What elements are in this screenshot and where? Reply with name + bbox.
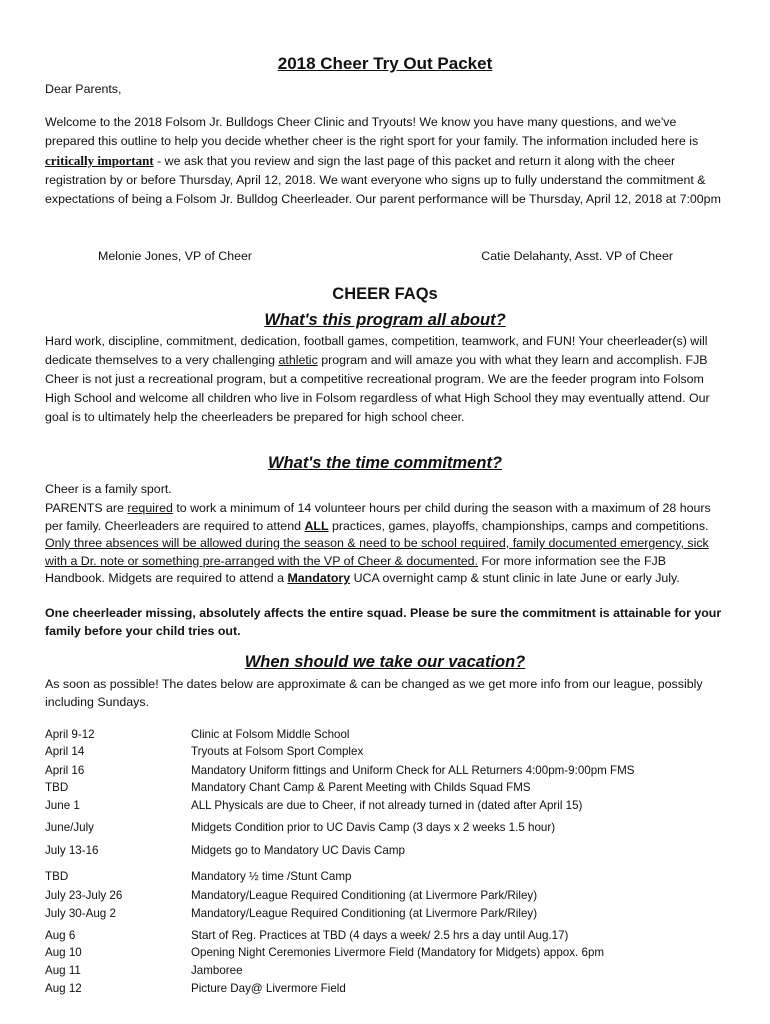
faq-q1-heading: What's this program all about?: [264, 311, 506, 329]
q1-text-1: Hard work, discipline, commitment, dedication, football games, competition, teamwork, and FUN! Your cheerleader(s) will dedicate themselves to a very challenging: [45, 334, 708, 367]
schedule-date: April 16: [45, 764, 85, 777]
intro-text-2: - we ask that you review and sign the last page of this packet and return it along with the cheer registration by or before Thursday, April 12, 2018. We want everyone who signs up to fully understand the commitment & expectations of being a Folsom Jr. Bulldog Cheerleader. Our parent performance will be Thursday, April 12, 2018 at 7:00pm: [45, 154, 721, 206]
schedule-date: TBD: [45, 781, 69, 794]
faq-q2-heading: What's the time commitment?: [267, 454, 503, 472]
schedule-event: Midgets go to Mandatory UC Davis Camp: [191, 844, 405, 857]
schedule-row: [45, 870, 735, 887]
schedule-event: Opening Night Ceremonies Livermore Field (Mandatory for Midgets) appox. 6pm: [191, 946, 605, 959]
q2-required: required: [127, 501, 173, 515]
schedule-row: [45, 889, 735, 906]
q1-text-2: program and will amaze you with what they learn and accomplish. FJB Cheer is not just a recreational program, but a competitive recreational program. We are the feeder program into Folsom High School and welcome all children who live in Folsom regardless of what High School they may eventually attend. Our goal is to ultimately help the cheerleaders be prepared for high school cheer.: [45, 353, 710, 424]
schedule-row: [45, 821, 735, 838]
faq-heading: CHEER FAQs: [332, 285, 438, 303]
schedule-date: April 14: [45, 745, 85, 758]
faq-q3-heading: When should we take our vacation?: [244, 653, 526, 671]
schedule-event: Tryouts at Folsom Sport Complex: [191, 745, 364, 758]
schedule-row: [45, 781, 735, 798]
q2-all: ALL: [304, 518, 329, 533]
schedule-date: July 30-Aug 2: [45, 907, 116, 920]
schedule-row: [45, 844, 735, 861]
schedule-date: Aug 10: [45, 946, 82, 959]
schedule-row: [45, 745, 735, 762]
schedule-row: [45, 907, 735, 924]
schedule-date: April 9-12: [45, 728, 95, 741]
schedule-row: [45, 982, 735, 999]
schedule-row: [45, 728, 735, 745]
q2-text-e: UCA overnight camp & stunt clinic in late June or early July.: [350, 571, 680, 585]
intro-text-1: Welcome to the 2018 Folsom Jr. Bulldogs Cheer Clinic and Tryouts! We know you have many questions, and we've prepared this outline to help you decide whether cheer is the right sport for your family. The information included here is: [45, 115, 699, 148]
q2-absences: Only three absences will be allowed during the season & need to be school required, family documented emergency, sick with a Dr. note or something pre-arranged with the VP of Cheer & documented.: [45, 536, 709, 568]
schedule-row: [45, 764, 735, 781]
schedule-date: Aug 11: [45, 964, 81, 977]
q2-text-c: practices, games, playoffs, championships, camps and competitions.: [328, 518, 709, 533]
q2-bold-note: One cheerleader missing, absolutely affects the entire squad. Please be sure the commitment is attainable for your family before your child tries out.: [45, 606, 722, 638]
schedule-event: Mandatory ½ time /Stunt Camp: [191, 870, 352, 883]
schedule-event: Midgets Condition prior to UC Davis Camp (3 days x 2 weeks 1.5 hour): [191, 821, 556, 834]
q2-text-b: to work a minimum of 14 volunteer hours per child during the season with a maximum of 28 hours per family. Cheerleaders are required to attend: [45, 501, 711, 533]
schedule-event: Clinic at Folsom Middle School: [191, 728, 350, 741]
schedule-row: [45, 799, 735, 816]
schedule-event: Jamboree: [191, 964, 243, 977]
schedule-row: [45, 964, 735, 981]
q2-text-d: For more information see the FJB Handbook. Midgets are required to attend a: [45, 553, 666, 585]
signature-asst-vp: Catie Delahanty, Asst. VP of Cheer: [481, 249, 673, 263]
document-title: 2018 Cheer Try Out Packet: [277, 54, 493, 73]
q2-text-a: PARENTS are: [45, 501, 128, 515]
signature-vp: Melonie Jones, VP of Cheer: [98, 249, 253, 263]
schedule-event: ALL Physicals are due to Cheer, if not already turned in (dated after April 15): [191, 799, 583, 812]
schedule-date: TBD: [45, 870, 69, 883]
intro-paragraph: [45, 113, 725, 209]
schedule-date: June 1: [45, 799, 80, 812]
schedule-event: Picture Day@ Livermore Field: [191, 982, 346, 995]
faq-q3-answer: As soon as possible! The dates below are approximate & can be changed as we get more info from our league, possibly including Sundays.: [45, 677, 703, 709]
schedule-date: Aug 12: [45, 982, 82, 995]
schedule-row: [45, 946, 735, 963]
schedule-event: Mandatory/League Required Conditioning (at Livermore Park/Riley): [191, 907, 538, 920]
schedule-event: Mandatory/League Required Conditioning (at Livermore Park/Riley): [191, 889, 538, 902]
faq-q2-answer: [45, 500, 725, 588]
q1-athletic: athletic: [278, 353, 318, 367]
q2-mandatory: Mandatory: [287, 571, 351, 585]
schedule-row: [45, 929, 735, 946]
schedule-date: July 23-July 26: [45, 889, 123, 902]
q2-line1: Cheer is a family sport.: [45, 482, 172, 496]
schedule-date: June/July: [45, 821, 94, 834]
intro-emphasis: critically important: [45, 153, 154, 168]
greeting: Dear Parents,: [45, 82, 122, 96]
schedule-event: Mandatory Uniform fittings and Uniform Check for ALL Returners 4:00pm-9:00pm FMS: [191, 764, 635, 777]
schedule-date: July 13-16: [45, 844, 99, 857]
schedule-date: Aug 6: [45, 929, 76, 942]
schedule-event: Start of Reg. Practices at TBD (4 days a week/ 2.5 hrs a day until Aug.17): [191, 929, 569, 942]
faq-q1-answer: [45, 332, 725, 427]
schedule-event: Mandatory Chant Camp & Parent Meeting with Childs Squad FMS: [191, 781, 531, 794]
